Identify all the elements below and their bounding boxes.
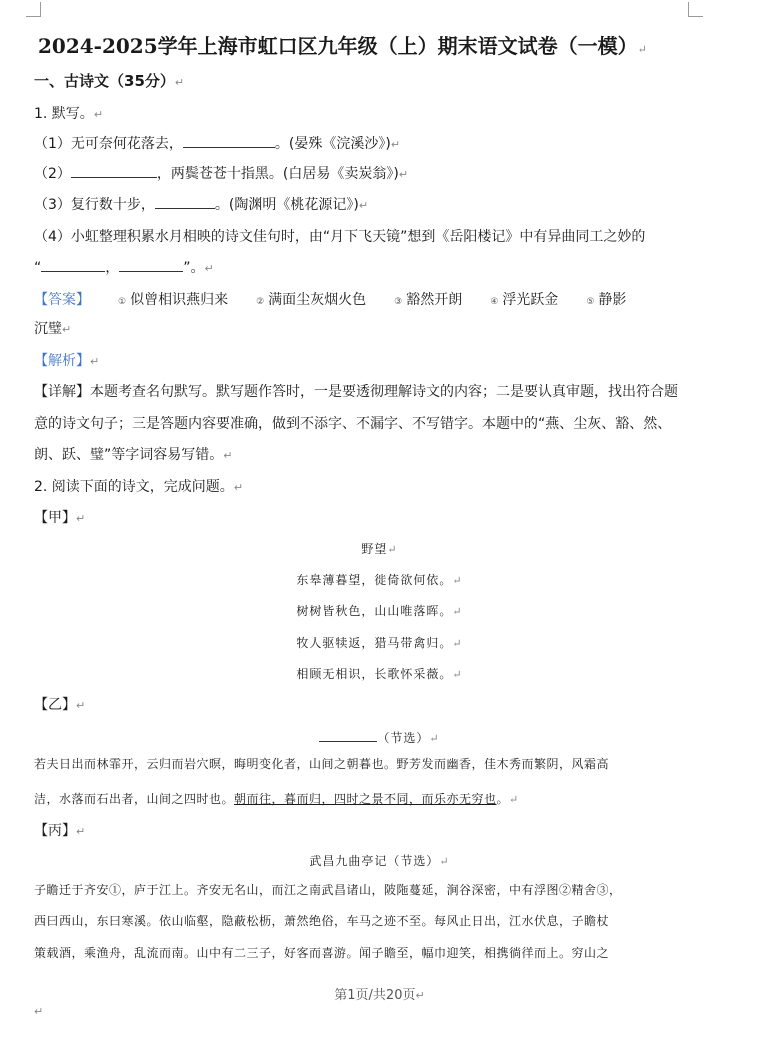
- paragraph-mark-icon: ↵: [509, 793, 519, 806]
- detail-label: 【详解】: [34, 384, 90, 400]
- section-heading-text: 一、古诗文（35分）: [34, 72, 175, 90]
- analysis-text: 意的诗文句子；三是答题内容要准确，做到不添字、不漏字、不写错字。本题中的“燕、尘灰、豁、然、: [34, 416, 672, 432]
- paragraph-mark-icon: ↵: [34, 1005, 44, 1018]
- item-2-prefix: （2）: [34, 166, 71, 182]
- title-blank: [319, 727, 377, 742]
- quote-close: ”。: [183, 260, 205, 276]
- answer-number: ③: [394, 297, 403, 307]
- answer-item: 静影: [598, 292, 627, 308]
- paragraph-mark-icon: ↵: [398, 168, 409, 181]
- answer-number: ①: [118, 297, 127, 307]
- section-heading: [34, 70, 184, 91]
- answer-line-cont: [34, 318, 71, 338]
- item-1-prefix: （1）无可奈何花落去，: [34, 136, 183, 152]
- bing-line-2: [34, 912, 609, 929]
- paragraph-mark-icon: ↵: [452, 637, 463, 650]
- paragraph-mark-icon: ↵: [415, 989, 425, 1002]
- answer-item: 满面尘灰烟火色: [268, 292, 367, 308]
- poem-title-text: 野望: [361, 542, 388, 556]
- answer-blank: [183, 133, 275, 148]
- poem-title: [0, 540, 759, 557]
- answer-item: 似曾相识燕归来: [130, 292, 229, 308]
- answer-blank: [71, 163, 157, 178]
- question-1-item-3: [34, 194, 368, 214]
- answer-number: ④: [490, 297, 499, 307]
- answer-line: [34, 289, 626, 309]
- document-title: [38, 30, 647, 59]
- paragraph-mark-icon: ↵: [90, 355, 100, 368]
- margin-corner-right: [688, 2, 703, 17]
- paragraph-mark-icon: ↵: [62, 323, 72, 336]
- analysis-line-2: [34, 413, 671, 433]
- item-3-suffix: 。(陶渊明《桃花源记》): [214, 197, 359, 213]
- paragraph-mark-icon: ↵: [452, 574, 463, 587]
- margin-corner-left: [26, 2, 41, 17]
- yi-label: 【乙】: [34, 697, 76, 713]
- paragraph-mark-icon: ↵: [387, 543, 398, 556]
- prose-text: 。: [496, 792, 510, 806]
- analysis-label: 【解析】: [34, 353, 90, 369]
- answer-label: 【答案】: [34, 292, 90, 308]
- answer-blank: [119, 257, 183, 272]
- yi-line-2: [34, 790, 519, 807]
- paragraph-mark-icon: ↵: [358, 199, 369, 212]
- poem-line-text: 相顾无相识，长歌怀采薇。: [296, 667, 453, 681]
- poem-line-text: 树树皆秋色，山山唯落晖。: [296, 604, 453, 618]
- jia-label: 【甲】: [34, 510, 76, 526]
- analysis-text: 朗、跃、璧”等字词容易写错。: [34, 447, 224, 463]
- yi-label-line: [34, 694, 85, 714]
- analysis-text: 本题考查名句默写。默写题作答时，一是要透彻理解诗文的内容；二是要认真审题，找出符合题: [90, 384, 678, 400]
- paragraph-mark-icon: ↵: [174, 76, 185, 89]
- question-1-item-4: [34, 226, 645, 246]
- answer-blank: [41, 257, 105, 272]
- title-text: 2024-2025学年上海市虹口区九年级（上）期末语文试卷（一模）: [38, 34, 638, 58]
- quote-open: “: [34, 260, 42, 276]
- poem-line: [0, 634, 759, 651]
- paragraph-mark-icon: ↵: [223, 449, 233, 462]
- prose-text: 子瞻迁于齐安①，庐于江上。齐安无名山，而江之南武昌诸山，陂陁蔓延，涧谷深密，中有浮图②精舍③，: [34, 883, 622, 897]
- paragraph-mark-icon: ↵: [76, 512, 86, 525]
- item-2-suffix: ，两鬓苍苍十指黑。(白居易《卖炭翁》): [156, 166, 399, 182]
- paragraph-mark-icon: ↵: [204, 262, 214, 275]
- bing-label: 【丙】: [34, 823, 76, 839]
- yi-line-1: [34, 755, 609, 772]
- answer-item: 豁然开朗: [406, 292, 463, 308]
- prose-text: 若夫日出而林霏开，云归而岩穴暝，晦明变化者，山间之朝暮也。野芳发而幽香，佳木秀而繁阴，风霜高: [34, 757, 610, 771]
- poem-line: [0, 665, 759, 682]
- question-2-text: 2. 阅读下面的诗文，完成问题。: [34, 479, 234, 495]
- bing-label-line: [34, 820, 85, 840]
- paragraph-mark-icon: ↵: [76, 699, 86, 712]
- underlined-sentence: 朝而往，暮而归，四时之景不同，而乐亦无穷也: [234, 792, 497, 806]
- item-4-text: （4）小虹整理积累水月相映的诗文佳句时，由“月下飞天镜”想到《岳阳楼记》中有异曲同工之妙的: [34, 229, 646, 245]
- yi-title-text: （节选）: [377, 731, 430, 745]
- question-1-text: 1. 默写。: [34, 106, 94, 122]
- answer-number: ⑤: [586, 297, 595, 307]
- question-1-item-2: [34, 163, 408, 183]
- bing-line-3: [34, 944, 609, 961]
- analysis-line-1: [34, 381, 678, 401]
- poem-line: [0, 571, 759, 588]
- item-1-suffix: 。(晏殊《浣溪沙》): [274, 136, 391, 152]
- question-1-heading: [34, 103, 103, 123]
- poem-line-text: 东皋薄暮望，徙倚欲何依。: [296, 573, 453, 587]
- item-3-prefix: （3）复行数十步，: [34, 197, 155, 213]
- page-number: 第1页/共20页: [334, 988, 416, 1003]
- paragraph-mark-icon: ↵: [637, 43, 647, 56]
- answer-item: 浮光跃金: [502, 292, 559, 308]
- bing-line-1: [34, 881, 622, 898]
- answer-number: ②: [256, 297, 265, 307]
- paragraph-mark-icon: ↵: [390, 138, 401, 151]
- paragraph-mark-icon: ↵: [439, 855, 450, 868]
- paragraph-mark-icon: ↵: [233, 481, 244, 494]
- answer-item: 沉璧: [34, 321, 62, 337]
- poem-line: [0, 602, 759, 619]
- comma: ，: [105, 260, 120, 276]
- trailing-paragraph: [34, 1000, 43, 1019]
- question-1-item-1: [34, 133, 400, 153]
- paragraph-mark-icon: ↵: [76, 825, 86, 838]
- question-1-item-4-cont: [34, 257, 214, 277]
- paragraph-mark-icon: ↵: [429, 732, 440, 745]
- prose-text: 西曰西山，东曰寒溪。依山临壑，隐蔽松枥，萧然绝俗，车马之迹不至。每风止日出，江水伏息，子瞻杖: [34, 914, 610, 928]
- yi-title: [0, 727, 759, 746]
- jia-label-line: [34, 507, 85, 527]
- bing-title: [0, 852, 759, 869]
- bing-title-text: 武昌九曲亭记（节选）: [309, 854, 440, 868]
- page-footer: [0, 984, 759, 1003]
- analysis-label-line: [34, 350, 99, 370]
- question-2-heading: [34, 476, 243, 496]
- paragraph-mark-icon: ↵: [93, 108, 104, 121]
- poem-line-text: 牧人驱犊返，猎马带禽归。: [296, 636, 453, 650]
- paragraph-mark-icon: ↵: [452, 605, 463, 618]
- answer-blank: [155, 194, 215, 209]
- paragraph-mark-icon: ↵: [452, 668, 463, 681]
- analysis-line-3: [34, 444, 232, 464]
- prose-text: 策载酒，乘渔舟，乱流而南。山中有二三子，好客而喜游。闻子瞻至，幅巾迎笑，相携徜徉而上。穷山之: [34, 946, 610, 960]
- prose-text: 洁，水落而石出者，山间之四时也。: [34, 792, 235, 806]
